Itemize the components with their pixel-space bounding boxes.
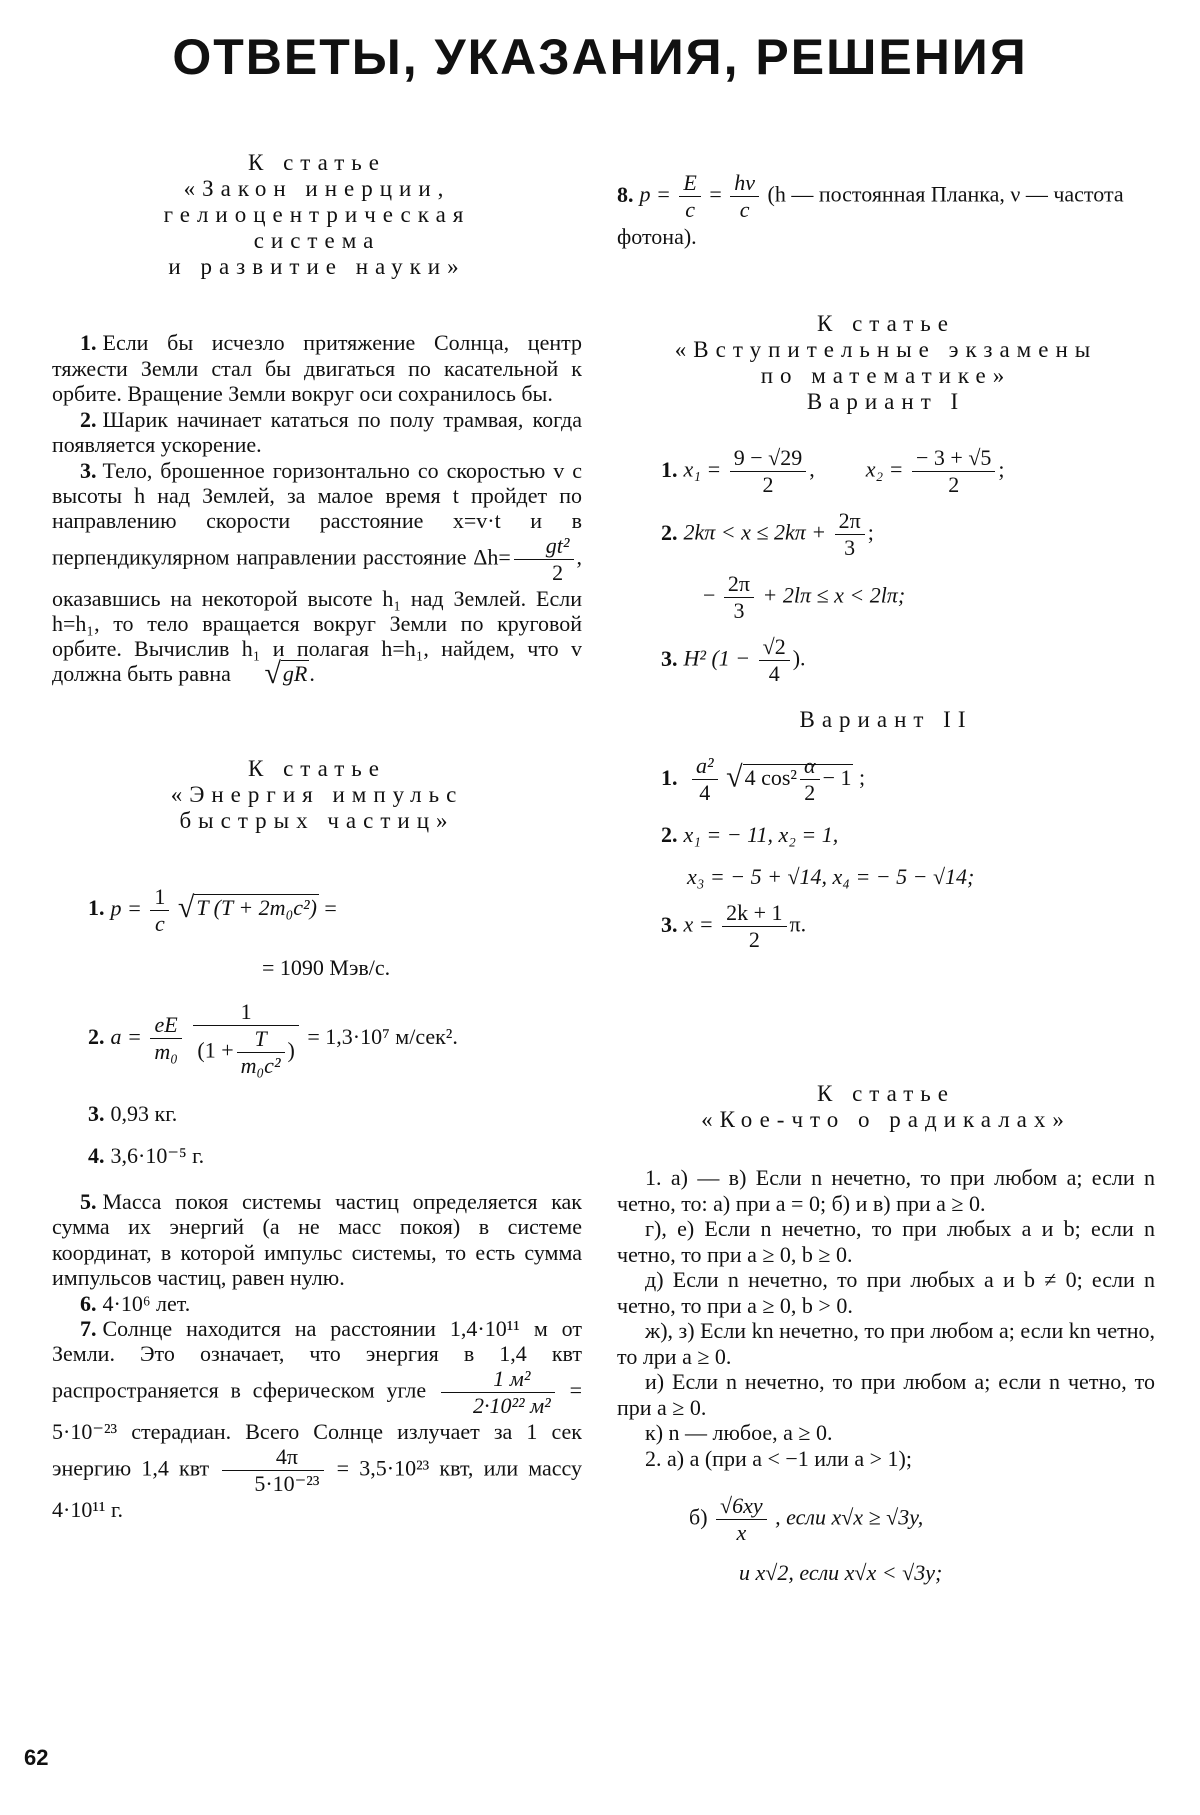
answer-radicals-paragraph: ж), з) Если kn нечетно, то при любом a; если kn четно, то лри a ≥ 0. [617,1318,1156,1369]
answer-exam-v2-1: 1. $\frac{\text{a²}}{4}$ √4 cos² $\frac{\alpha}{2}$ − 1 ; [661,753,866,805]
answer-radicals-paragraph: г), е) Если n нечетно, то при любых a и b; если n четно, то при a ≥ 0, b ≥ 0. [617,1216,1155,1267]
fraction: $\frac{\text{gt²}}{2}$ [514,533,574,586]
answer-energy-7: 7. Солнце находится на расстоянии 1,4·10¹¹ м от Земли. Это означает, что энергия в 1,4 квт распространяется в сферическом угле 1 м² 2·10²² м² = 5·10⁻²³ стерадиан. Всего Солнце излучает за 1 сек энергию 1,4 квт $\frac{4\pi}{\text{5·10⁻²³}}$ = 3,5·10²³ квт, или массу 4·10¹¹ г. [52,1316,583,1522]
fraction: $\frac{√2}{4}$ [759,634,790,687]
fraction: $\frac{2k + 1}{2}$ [722,900,786,953]
fraction: $\frac{\text{a²}}{4}$ [692,753,718,806]
answer-energy-3: 3. 0,93 кг. [88,1100,178,1126]
fraction: $\frac{√6xy}{x}$ [716,1493,767,1546]
heading-line: «Вступительные экзамены [674,337,1098,362]
answer-inertia-1: 1. Если бы исчезло притяжение Солнца, центр тяжести Земли стал бы двигаться по касательной к орбите. Вращение Земли вокруг оси сохранилось бы. [52,330,582,406]
heading-line: «Энергия импульс [170,781,464,807]
answer-inertia-3: 3. Тело, брошенное горизонтально со скоростью v с высоты h над Землей, за малое время t пройдет по направлению скорости расстояние x=v·t и в перпендикулярном направлении расстояние Δh= $\frac{\text{gt²}}{2}$ , оказавшись на некоторой высоте h₁ над Землей. Если h=h₁, то тело вращается вокруг Земли по круговой орбите. Вычислив h₁ и полагая h=h₁, найдем, что v должна быть равна √gR. [52,457,582,690]
sqrt-expression: √gR [264,656,308,690]
section-heading-exams [617,311,1155,415]
answer-exam-v2-2: 2. x₁ = − 11, x₂ = 1, [661,822,839,847]
heading-line: «Кое-что о радикалах» [701,1107,1071,1132]
sqrt-expression: √4 cos² $\frac{\alpha}{2}$ − 1 [726,753,852,805]
answer-inertia-2: 2. Шарик начинает кататься по полу трамвая, когда появляется ускорение. [52,406,582,457]
fraction: $\frac{eE}{\text{m₀}}$ [150,1012,182,1065]
heading-line: К статье [248,755,386,781]
answer-radicals-paragraph: 1. а) — в) Если n нечетно, то при любом a; если n четно, то: а) при a = 0; б) и в) при a ≥ 0. [617,1165,1155,1216]
answer-exam-v1-3: 3. H² (1 − $\frac{√2}{4}$ ). [661,634,806,686]
fraction: $\frac{2\pi}{3}$ [724,571,754,624]
answer-radicals-2b: б) $\frac{√6xy}{x}$ , если x√x ≥ √3y, [689,1493,924,1545]
fraction: $\frac{2\pi}{3}$ [835,508,865,561]
answer-radicals-paragraph: к) n — любое, a ≥ 0. [645,1420,833,1445]
heading-line: и развитие науки» [168,254,466,279]
heading-line: система [253,228,381,253]
heading-line: К статье [248,150,386,175]
fraction: $\frac{9 - √29}{2}$ [730,445,806,498]
sqrt-expression: √T (T + 2m₀c²) [177,891,317,925]
left-column [52,150,582,1522]
answer-energy-8: 8. p = $\frac{E}{c}$ = $\frac{h\nu}{c}$ (h — постоянная Планка, ν — частота фотона). [617,170,1124,249]
heading-line: «Закон инерции, [183,176,451,201]
fraction: $\frac{1}{c}$ [150,884,169,937]
answer-exam-v2-3: 3. x = $\frac{2k + 1}{2}$ π. [661,900,807,952]
fraction: $\frac{4\pi}{\text{5·10⁻²³}}$ [222,1444,323,1497]
heading-line: К статье [817,311,955,336]
fraction: $\frac{- 3 + √5}{2}$ [912,445,995,498]
heading-line: К статье [817,1081,955,1106]
answer-exam-v2-2-cont: x₃ = − 5 + √14, x₄ = − 5 − √14; [687,864,975,889]
answer-energy-6: 6. 4·10⁶ лет. [80,1290,191,1316]
equation-energy-2: 2. a = $\frac{eE}{\text{m₀}}$ 1 (1 + $\frac{T}{\text{m₀c²}}$ ) = 1,3·10⁷ м/сек². [88,998,458,1078]
section-heading-energy [52,756,582,834]
fraction: 1 м² 2·10²² м² [441,1366,555,1419]
equation-energy-1-cont: = 1090 Мэв/с. [262,954,391,980]
fraction: $\frac{T}{\text{m₀c²}}$ [237,1026,285,1079]
section-heading-inertia [52,150,582,280]
answer-radicals-paragraph: д) Если n нечетно, то при любых a и b ≠ 0; если n четно, то при a ≥ 0, b > 0. [617,1267,1155,1318]
answer-energy-5: 5. Масса покоя системы частиц определяется как сумма их энергий (а не масс покоя) в системе координат, в которой импульс системы, то есть сумма импульсов частиц, равен нулю. [52,1188,582,1290]
page-number: 62 [24,1745,49,1770]
heading-line: по математике» [760,363,1012,388]
answer-exam-v1-1: 1. x₁ = $\frac{9 - √29}{2}$ , x₂ = $\frac{- 3 + √5}{2}$ ; [661,445,1005,497]
answer-exam-v1-2: 2. 2kπ < x ≤ 2kπ + $\frac{2\pi}{3}$ ; [661,508,874,560]
answer-radicals-2b-cont: и x√2, если x√x < √3y; [739,1560,943,1585]
fraction: $\frac{E}{c}$ [679,170,700,223]
heading-line: быстрых частиц» [179,807,455,833]
fraction: $\frac{h\nu}{c}$ [730,170,759,223]
variant-heading: Вариант II [799,707,973,732]
answer-exam-v1-2-cont: − $\frac{2\pi}{3}$ + 2lπ ≤ x < 2lπ; [703,571,906,623]
fraction: $\frac{\alpha}{2}$ [800,753,820,806]
fraction: 1 (1 + $\frac{T}{\text{m₀c²}}$ ) [193,999,298,1079]
answer-energy-4: 4. 3,6·10⁻⁵ г. [88,1142,205,1168]
answer-radicals-paragraph: и) Если n нечетно, то при любом a; если n четно, то при a ≥ 0. [617,1369,1155,1420]
answer-radicals-paragraph: 2. а) a (при a < −1 или a > 1); [645,1445,912,1471]
equation-energy-1: 1. p = $\frac{1}{c}$ √T (T + 2m₀c²) = [88,883,337,936]
page-title: ОТВЕТЫ, УКАЗАНИЯ, РЕШЕНИЯ [172,29,1028,85]
heading-line: Вариант I [806,389,966,414]
section-heading-radicals [617,1081,1155,1133]
right-column [617,170,1155,1596]
heading-line: гелиоцентрическая [163,202,471,227]
